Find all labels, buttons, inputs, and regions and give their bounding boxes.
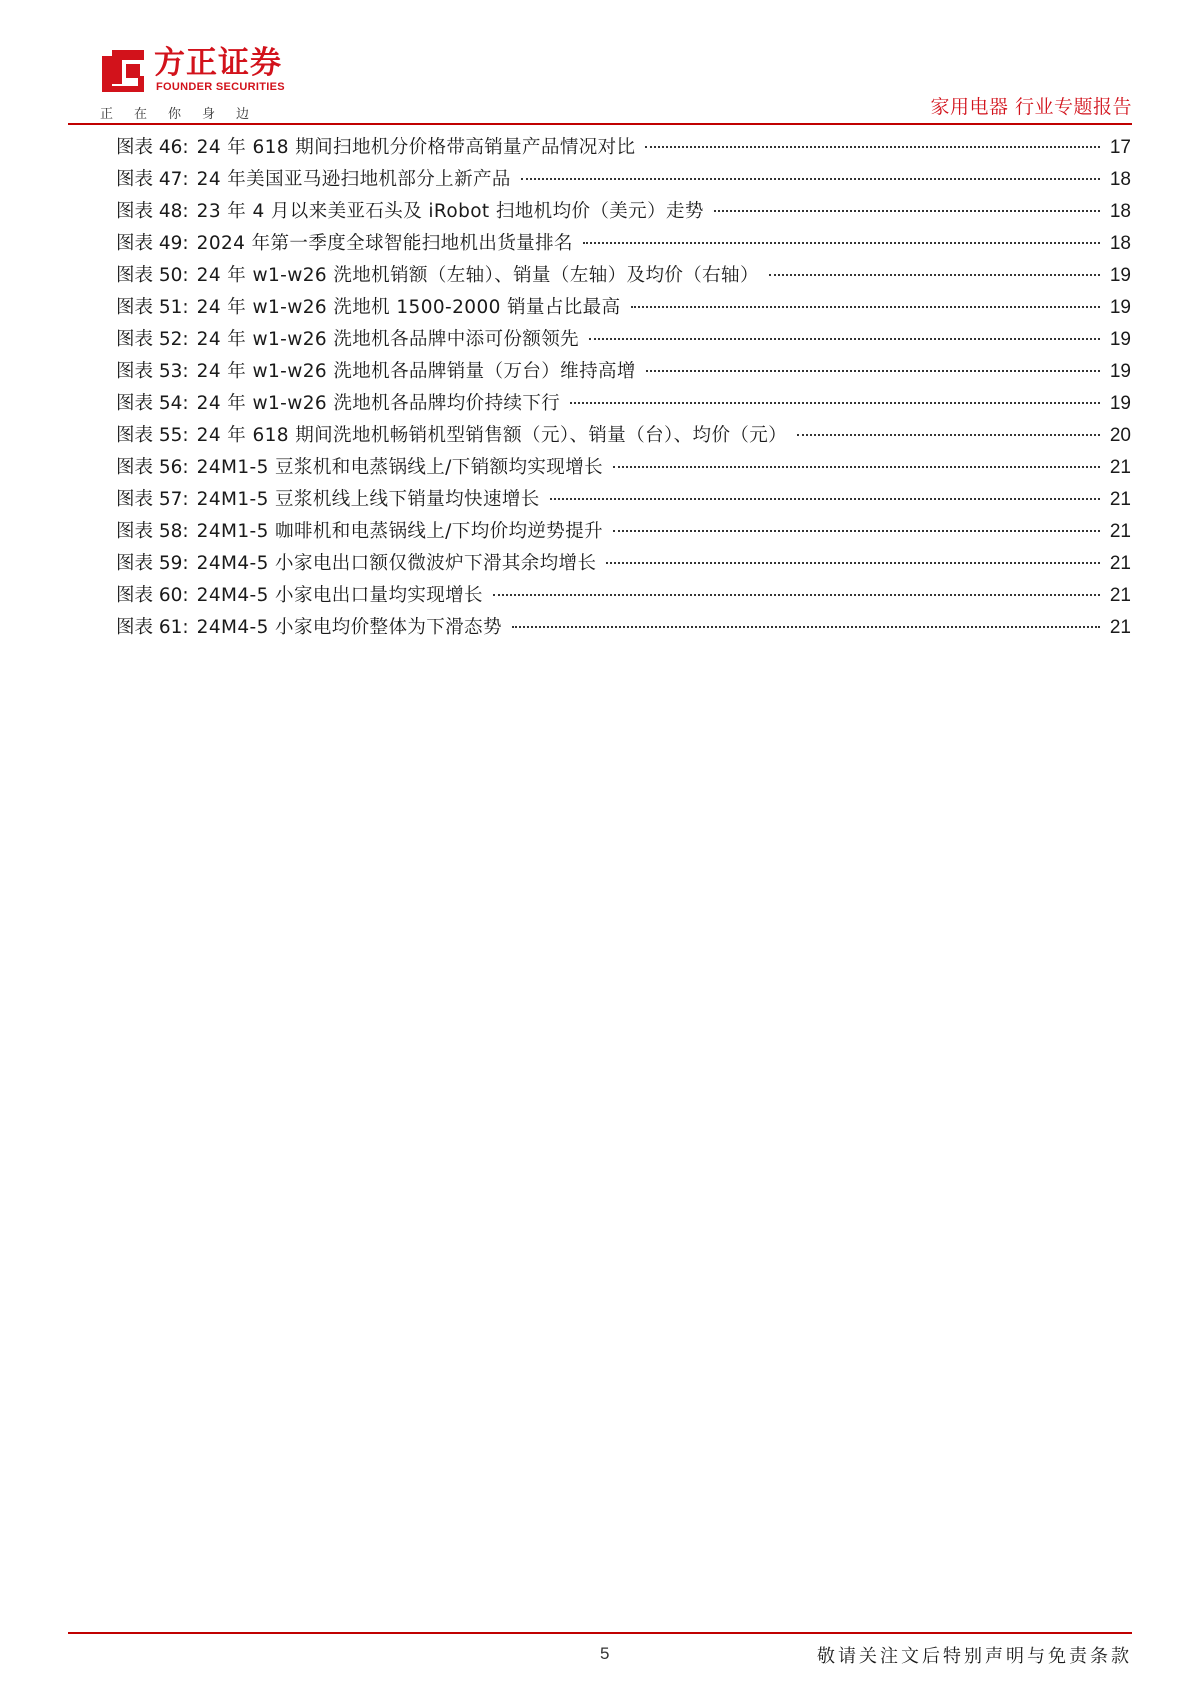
toc-dot-leader: [606, 562, 1100, 564]
toc-entry-label: 图表 55:: [116, 425, 189, 446]
toc-entry-page: 19: [1109, 329, 1131, 350]
toc-entry-label: 图表 56:: [116, 457, 189, 478]
toc-entry[interactable]: [116, 132, 1131, 164]
toc-entry-label: 图表 49:: [116, 233, 189, 254]
toc-entry-label: 图表 61:: [116, 617, 189, 638]
toc-dot-leader: [493, 594, 1100, 596]
toc-entry[interactable]: [116, 420, 1131, 452]
toc-entry-title: 24 年 w1-w26 洗地机各品牌均价持续下行: [196, 393, 561, 414]
toc-entry-page: 21: [1109, 553, 1131, 574]
toc-dot-leader: [797, 434, 1100, 436]
toc-entry-title: 24 年 w1-w26 洗地机各品牌销量（万台）维持高增: [196, 361, 636, 382]
toc-dot-leader: [631, 306, 1100, 308]
toc-entry-title: 2024 年第一季度全球智能扫地机出货量排名: [196, 233, 573, 254]
toc-entry-title: 24 年 618 期间洗地机畅销机型销售额（元）、销量（台）、均价（元）: [196, 425, 788, 446]
toc-entry-page: 18: [1109, 201, 1131, 222]
toc-dot-leader: [714, 210, 1100, 212]
toc-entry-page: 19: [1109, 297, 1131, 318]
toc-entry-label: 图表 52:: [116, 329, 189, 350]
toc-dot-leader: [512, 626, 1100, 628]
toc-entry-page: 21: [1109, 489, 1131, 510]
toc-entry-page: 18: [1109, 169, 1131, 190]
toc-entry-title: 24M4-5 小家电均价整体为下滑态势: [196, 617, 502, 638]
toc-entry-page: 19: [1109, 361, 1131, 382]
toc-dot-leader: [589, 338, 1100, 340]
toc-entry-title: 24M4-5 小家电出口额仅微波炉下滑其余均增长: [196, 553, 597, 574]
toc-entry-label: 图表 51:: [116, 297, 189, 318]
toc-entry-page: 18: [1109, 233, 1131, 254]
toc-dot-leader: [613, 466, 1100, 468]
page-header: [0, 0, 1200, 126]
toc-entry-label: 图表 59:: [116, 553, 189, 574]
toc-entry[interactable]: [116, 196, 1131, 228]
toc-entry-title: 24 年美国亚马逊扫地机部分上新产品: [196, 169, 511, 190]
toc-entry-title: 24M1-5 咖啡机和电蒸锅线上/下均价均逆势提升: [196, 521, 603, 542]
toc-entry[interactable]: [116, 228, 1131, 260]
toc-entry-label: 图表 60:: [116, 585, 189, 606]
toc-entry-page: 21: [1109, 585, 1131, 606]
toc-entry-page: 20: [1109, 425, 1131, 446]
toc-entry[interactable]: [116, 612, 1131, 644]
toc-entry-page: 19: [1109, 393, 1131, 414]
toc-entry-title: 23 年 4 月以来美亚石头及 iRobot 扫地机均价（美元）走势: [196, 201, 704, 222]
toc-entry-title: 24M1-5 豆浆机线上线下销量均快速增长: [196, 489, 540, 510]
toc-entry-title: 24 年 w1-w26 洗地机销额（左轴）、销量（左轴）及均价（右轴）: [196, 265, 759, 286]
toc-entry[interactable]: [116, 164, 1131, 196]
toc-dot-leader: [583, 242, 1100, 244]
toc-entry-label: 图表 58:: [116, 521, 189, 542]
toc-entry[interactable]: [116, 356, 1131, 388]
toc-entry-label: 图表 47:: [116, 169, 189, 190]
toc-dot-leader: [521, 178, 1100, 180]
toc-entry[interactable]: [116, 548, 1131, 580]
toc-entry[interactable]: [116, 516, 1131, 548]
toc-dot-leader: [646, 370, 1100, 372]
toc-entry[interactable]: [116, 484, 1131, 516]
founder-logo-icon: [98, 44, 150, 96]
toc-entry[interactable]: [116, 292, 1131, 324]
report-title: 家用电器 行业专题报告: [930, 96, 1132, 118]
toc-entry-title: 24M1-5 豆浆机和电蒸锅线上/下销额均实现增长: [196, 457, 603, 478]
toc-dot-leader: [613, 530, 1100, 532]
disclaimer-text: 敬请关注文后特别声明与免责条款: [817, 1646, 1132, 1667]
toc-entry-label: 图表 48:: [116, 201, 189, 222]
toc-entry[interactable]: [116, 324, 1131, 356]
toc-entry-title: 24M4-5 小家电出口量均实现增长: [196, 585, 483, 606]
toc-entry[interactable]: [116, 580, 1131, 612]
toc-entry-page: 17: [1109, 137, 1131, 158]
toc-entry-label: 图表 50:: [116, 265, 189, 286]
logo-english-name: FOUNDER SECURITIES: [156, 81, 285, 93]
toc-entry-page: 21: [1109, 457, 1131, 478]
logo-chinese-name: 方正证券: [154, 45, 282, 81]
toc-dot-leader: [645, 146, 1099, 148]
page-number: 5: [600, 1644, 610, 1663]
toc-entry-page: 21: [1109, 521, 1131, 542]
toc-entry-title: 24 年 w1-w26 洗地机 1500-2000 销量占比最高: [196, 297, 621, 318]
toc-dot-leader: [550, 498, 1100, 500]
toc-entry-label: 图表 46:: [116, 137, 189, 158]
toc-dot-leader: [769, 274, 1100, 276]
footer-divider: [68, 1632, 1132, 1634]
company-slogan: 正在你身边: [100, 107, 271, 122]
toc-entry-page: 21: [1109, 617, 1131, 638]
toc-entry-label: 图表 53:: [116, 361, 189, 382]
toc-entry[interactable]: [116, 260, 1131, 292]
toc-entry[interactable]: [116, 452, 1131, 484]
toc-entry-page: 19: [1109, 265, 1131, 286]
toc-dot-leader: [570, 402, 1100, 404]
toc-entry-title: 24 年 618 期间扫地机分价格带高销量产品情况对比: [196, 137, 636, 158]
header-divider: [68, 123, 1132, 125]
toc-entry-label: 图表 54:: [116, 393, 189, 414]
toc-entry-title: 24 年 w1-w26 洗地机各品牌中添可份额领先: [196, 329, 580, 350]
figure-list: [116, 132, 1131, 644]
toc-entry-label: 图表 57:: [116, 489, 189, 510]
toc-entry[interactable]: [116, 388, 1131, 420]
